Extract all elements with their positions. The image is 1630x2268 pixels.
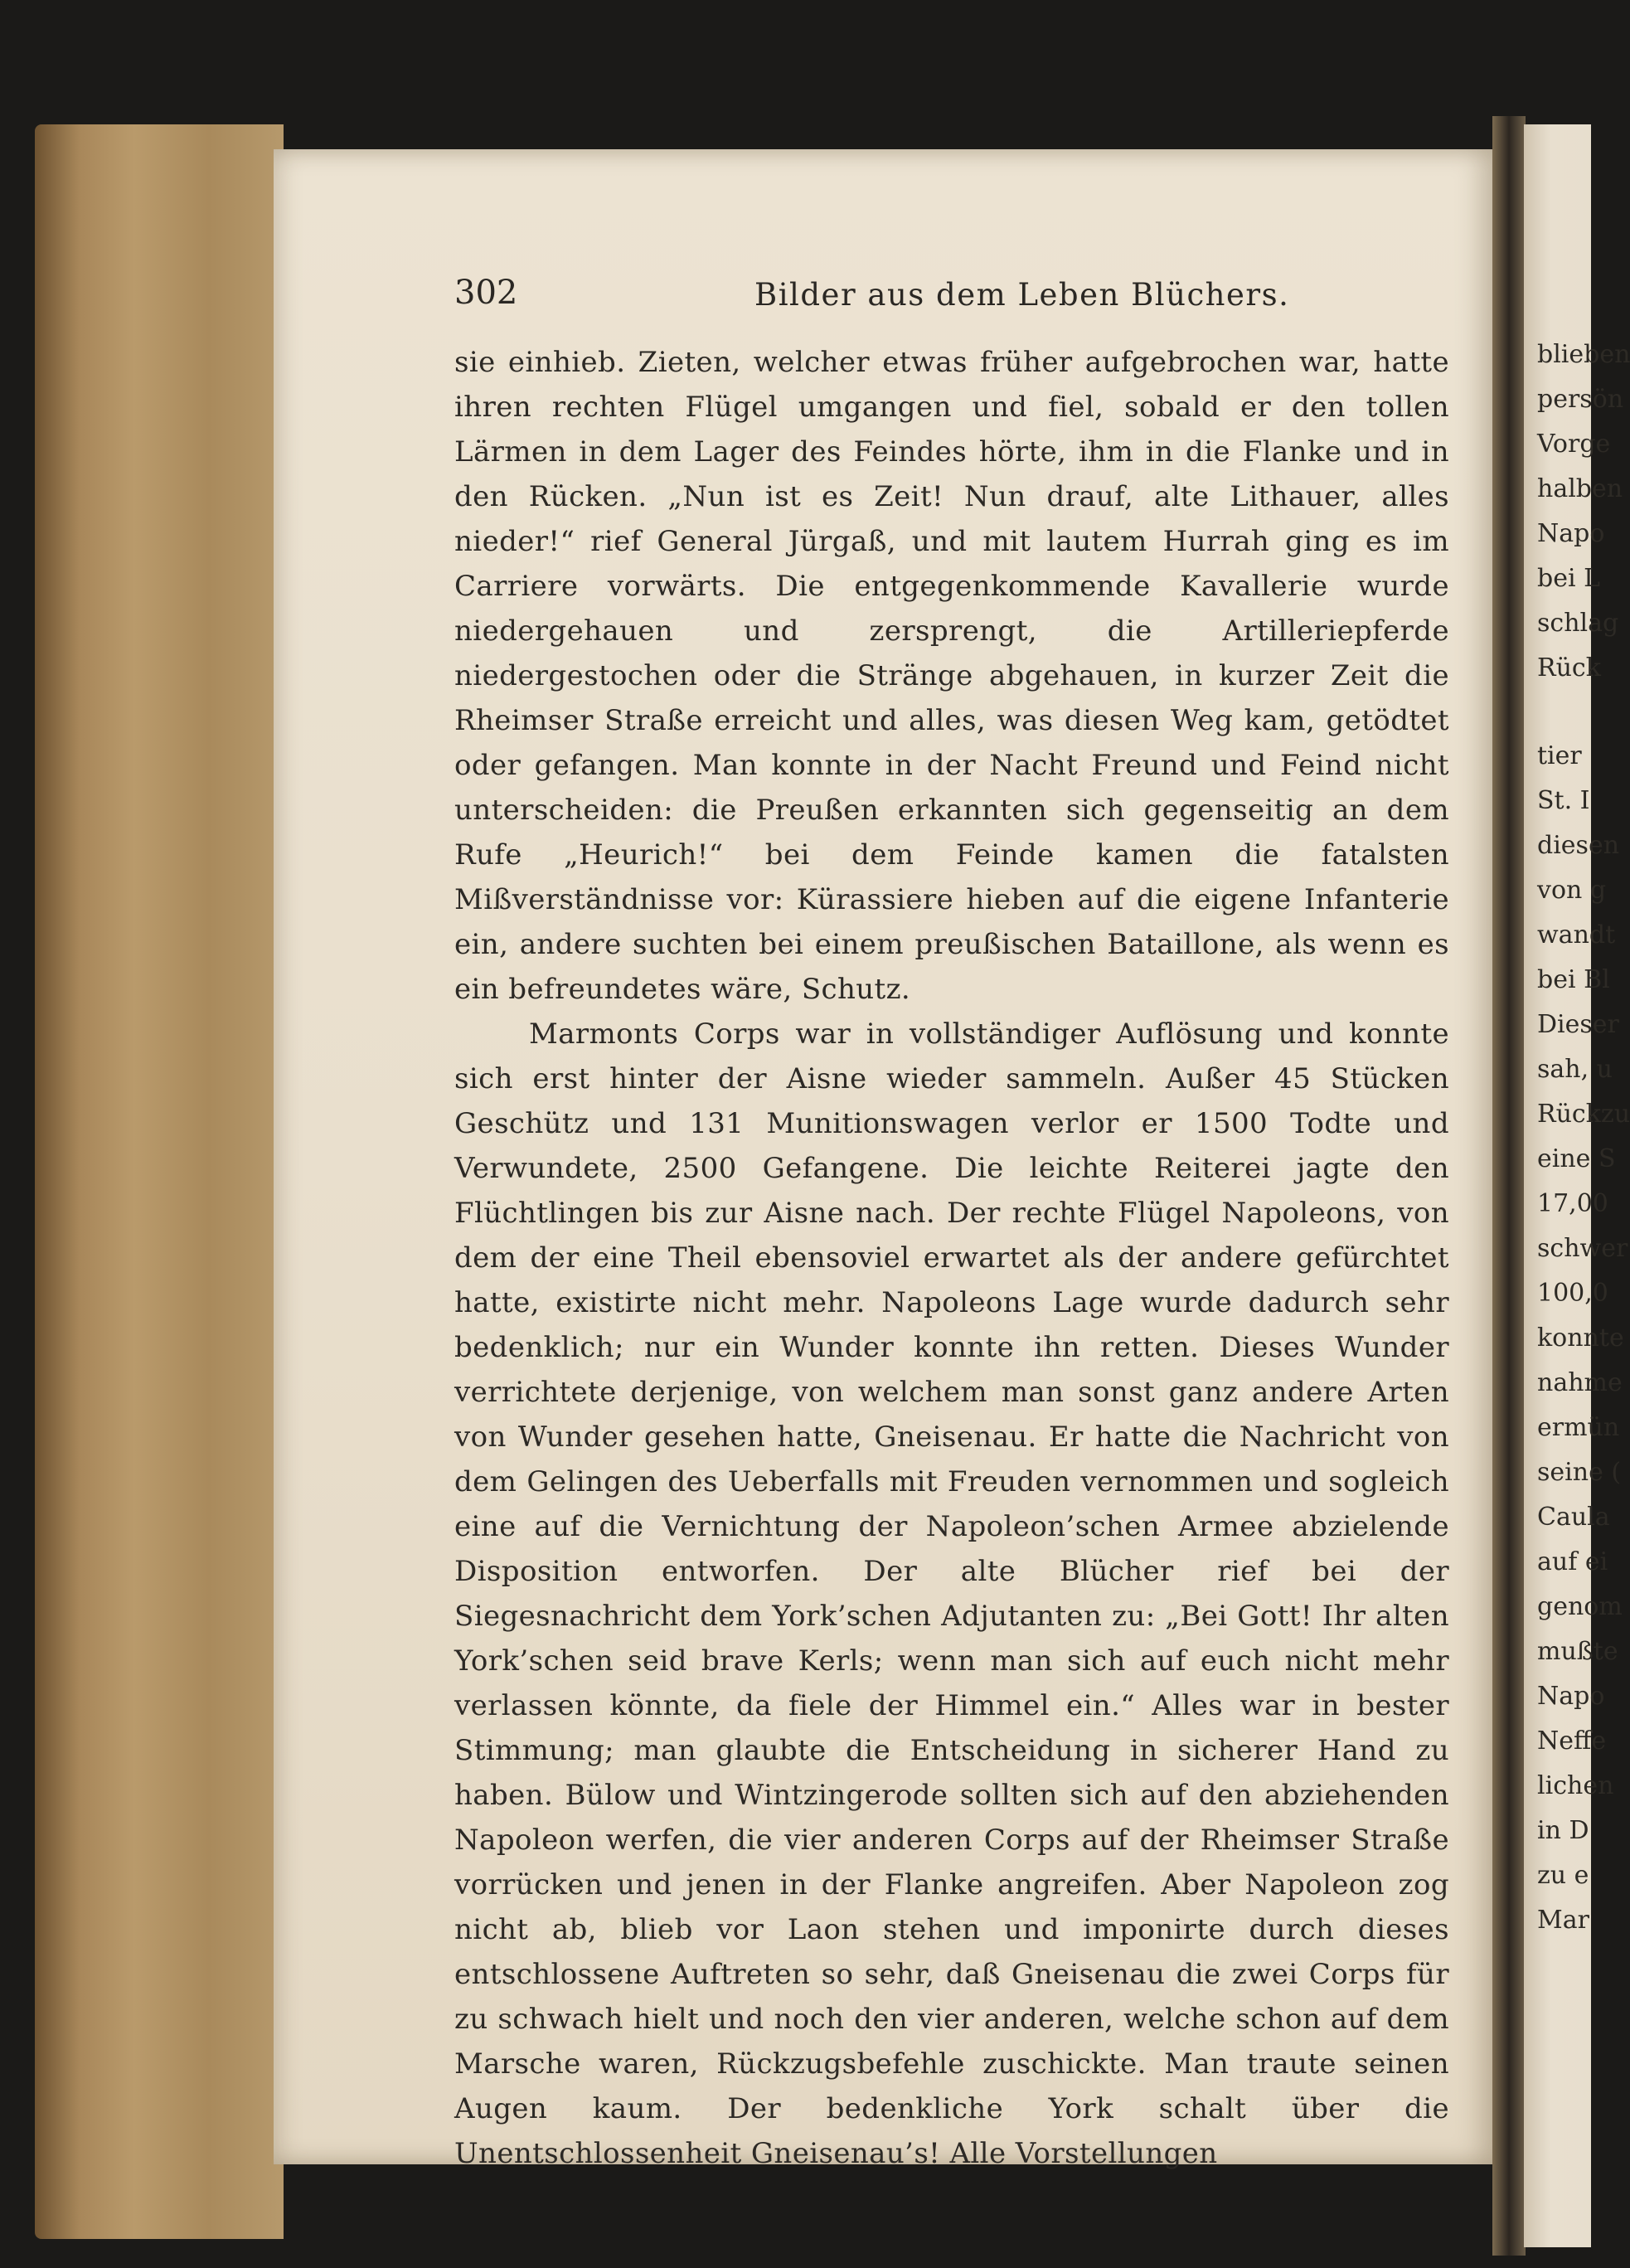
next-page-fragment: lichen (1537, 1771, 1614, 1800)
page-header (454, 274, 1449, 323)
next-page-fragment: Mar (1537, 1906, 1589, 1935)
next-page (1524, 124, 1630, 2247)
next-page-fragment: blieben (1537, 340, 1630, 369)
next-page-fragment: eine S (1537, 1144, 1616, 1173)
next-page-fragment: schlag (1537, 609, 1619, 638)
next-page-fragment: Dieser (1537, 1010, 1619, 1039)
next-page-fragment: von g (1537, 876, 1607, 905)
next-page-fragment: diesen (1537, 831, 1620, 860)
next-page-fragment: mußte (1537, 1637, 1618, 1666)
next-page-fragment: 17,00 (1537, 1189, 1608, 1218)
next-page-fragment: zu e (1537, 1861, 1589, 1890)
next-page-fragment: Rück (1537, 653, 1601, 682)
body-text (454, 340, 1449, 2176)
next-page-fragment: Vorge (1537, 430, 1611, 459)
next-page-fragment: ermün (1537, 1413, 1620, 1442)
next-page-fragment: Rückzu (1537, 1100, 1630, 1129)
next-page-fragment: bei L (1537, 564, 1601, 593)
next-page-fragment: in D (1537, 1816, 1589, 1845)
next-page-fragment: persön (1537, 385, 1624, 414)
next-page-fragment: konnte (1537, 1323, 1624, 1353)
paragraph: sie einhieb. Zieten, welcher etwas früher aufgebrochen war, hatte ihren rechten Flügel umgangen und fiel, sobald er den tollen Lärmen in dem Lager des Feindes hörte, ihm in die Flanke und in den Rücken. „Nun ist es Zeit! Nun drauf, alte Lithauer, alles nieder!“ rief General Jürgaß, und mit lautem Hurrah ging es im Carriere vorwärts. Die entgegenkommende Kavallerie wurde niedergehauen und zersprengt, die Artilleriepferde niedergestochen oder die Stränge abgehauen, in kurzer Zeit die Rheimser Straße erreicht und alles, was diesen Weg kam, getödtet oder gefangen. Man konnte in der Nacht Freund und Feind nicht unterscheiden: die Preußen erkannten sich gegenseitig an dem Rufe „Heurich!“ bei dem Feinde kamen die fatalsten Mißverständnisse vor: Kürassiere hieben auf die eigene Infanterie ein, andere suchten bei einem preußischen Bataillone, als wenn es ein befreundetes wäre, Schutz. (454, 346, 1449, 1006)
book-gutter (1492, 116, 1526, 2256)
next-page-fragment: tier (1537, 741, 1582, 770)
next-page-fragment: Neffe (1537, 1726, 1607, 1756)
page-edge (35, 124, 284, 2239)
next-page-fragment: genom (1537, 1592, 1623, 1621)
next-page-fragment: Caula (1537, 1503, 1610, 1532)
next-page-fragment: halben (1537, 474, 1623, 503)
next-page-fragment: Napo (1537, 1682, 1605, 1711)
next-page-fragment: Napo (1537, 519, 1605, 548)
next-page-fragment: 100,0 (1537, 1279, 1608, 1308)
next-page-fragment: auf ei (1537, 1547, 1608, 1576)
paragraph: Marmonts Corps war in vollständiger Auflösung und konnte sich erst hinter der Aisne wieder sammeln. Außer 45 Stücken Geschütz und 131 Munitionswagen verlor er 1500 Todte und Verwundete, 2500 Gefangene. Die leichte Reiterei jagte den Flüchtlingen bis zur Aisne nach. Der rechte Flügel Napoleons, von dem der eine Theil ebensoviel erwartet als der andere gefürchtet hatte, existirte nicht mehr. Napoleons Lage wurde dadurch sehr bedenklich; nur ein Wunder konnte ihn retten. Dieses Wunder verrichtete derjenige, von welchem man sonst ganz andere Arten von Wunder gesehen hatte, Gneisenau. Er hatte die Nachricht von dem Gelingen des Ueberfalls mit Freuden vernommen und sogleich eine auf die Vernichtung der Napoleon’schen Armee abzielende Disposition entworfen. Der alte Blücher rief bei der Siegesnachricht dem York’schen Adjutanten zu: „Bei Gott! Ihr alten York’schen seid brave Kerls; wenn man sich auf euch nicht mehr verlassen könnte, da fiele der Himmel ein.“ Alles war in bester Stimmung; man glaubte die Entscheidung in sicherer Hand zu haben. Bülow und Wintzingerode sollten sich auf den abziehenden Napoleon werfen, die vier anderen Corps auf der Rheimser Straße vorrücken und jenen in der Flanke angreifen. Aber Napoleon zog nicht ab, blieb vor Laon stehen und imponirte durch dieses entschlossene Auftreten so sehr, daß Gneisenau die zwei Corps für zu schwach hielt und noch den vier anderen, welche schon auf dem Marsche waren, Rückzugsbefehle zuschickte. Man traute seinen Augen kaum. Der bedenkliche York schalt über die Unentschlossenheit Gneisenau’s! Alle Vorstellungen (454, 1017, 1449, 2170)
running-head: Bilder aus dem Leben Blüchers. (754, 277, 1290, 313)
page-number: 302 (454, 274, 518, 312)
next-page-fragment: schwer (1537, 1234, 1628, 1263)
next-page-fragment: seine ( (1537, 1458, 1622, 1487)
next-page-fragment: bei Bl (1537, 965, 1610, 994)
next-page-fragment: nahme (1537, 1368, 1623, 1397)
next-page-fragment: sah, u (1537, 1055, 1613, 1084)
next-page-fragment: St. I (1537, 786, 1590, 815)
next-page-fragment: wandt (1537, 920, 1616, 949)
